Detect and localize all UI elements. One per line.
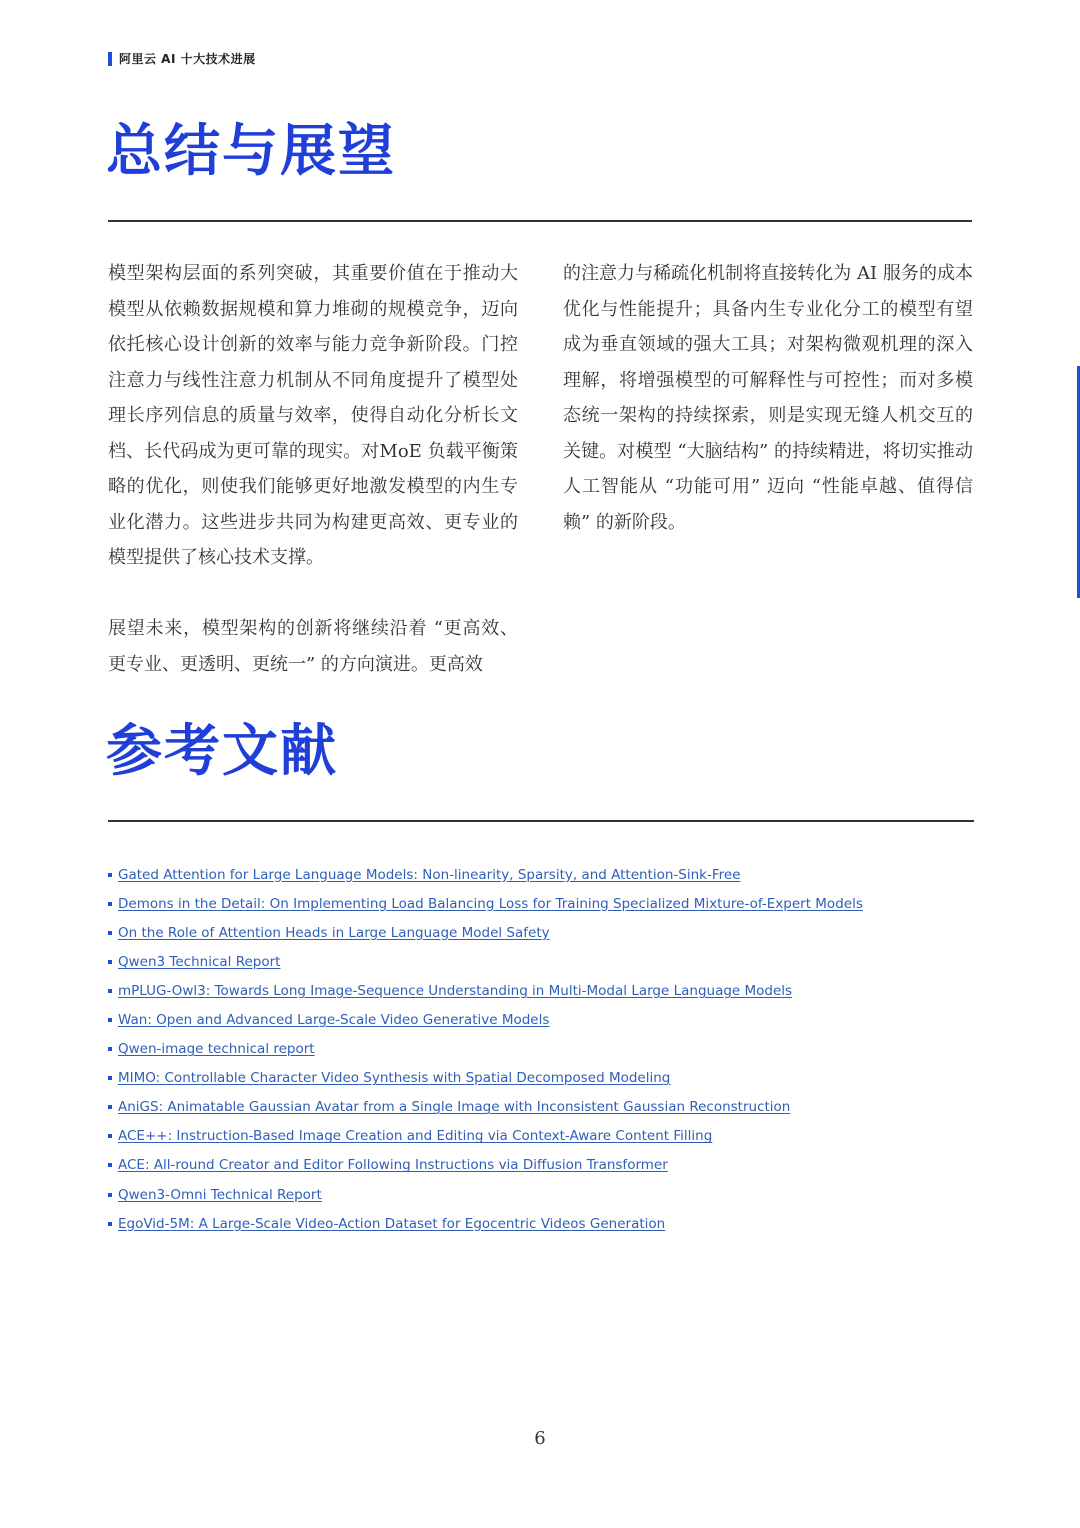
reference-link-12[interactable]: Qwen3-Omni Technical Report — [118, 1186, 322, 1203]
reference-link-2[interactable]: Demons in the Detail: On Implementing Load Balancing Loss for Training Specialized Mixture-of-Expert Models — [118, 895, 863, 912]
reference-item — [108, 947, 988, 976]
references-title: 参考文献 — [106, 719, 338, 784]
bullet-icon — [108, 989, 112, 993]
reference-item — [108, 1005, 988, 1034]
reference-item — [108, 1093, 988, 1122]
reference-item — [108, 860, 988, 889]
reference-item — [108, 918, 988, 947]
bullet-icon — [108, 1222, 112, 1226]
bullet-icon — [108, 1163, 112, 1167]
reference-link-9[interactable]: AniGS: Animatable Gaussian Avatar from a Single Image with Inconsistent Gaussian Reconstruction — [118, 1099, 791, 1116]
reference-item — [108, 1122, 988, 1151]
bullet-icon — [108, 960, 112, 964]
reference-link-5[interactable]: mPLUG-Owl3: Towards Long Image-Sequence Understanding in Multi-Modal Large Language Models — [118, 982, 793, 999]
header-accent-bar — [108, 52, 112, 66]
bullet-icon — [108, 931, 112, 935]
reference-link-4[interactable]: Qwen3 Technical Report — [118, 953, 281, 970]
running-header: 阿里云 AI 十大技术进展 — [119, 52, 256, 66]
reference-link-7[interactable]: Qwen-image technical report — [118, 1041, 315, 1058]
bullet-icon — [108, 1134, 112, 1138]
reference-link-13[interactable]: EgoVid-5M: A Large-Scale Video-Action Dataset for Egocentric Videos Generation — [118, 1215, 666, 1232]
bullet-icon — [108, 1193, 112, 1197]
bullet-icon — [108, 1018, 112, 1022]
bullet-icon — [108, 1076, 112, 1080]
summary-col1-para2: 展望未来，模型架构的创新将继续沿着 “更高效、更专业、更透明、更统一” 的方向演进。更高效 — [108, 618, 518, 675]
reference-list — [108, 860, 988, 1238]
reference-item — [108, 976, 988, 1005]
summary-col2-para1: 的注意力与稀疏化机制将直接转化为 AI 服务的成本优化与性能提升；具备内生专业化分工的模型有望成为垂直领域的强大工具；对架构微观机理的深入理解，将增强模型的可解释性与可控性；而对多模态统一架构的持续探索，则是实现无缝人机交互的关键。对模型 “大脑结构” 的持续精进，将切实推动人工智能从 “功能可用” 迈向 “性能卓越、值得信赖” 的新阶段。 — [563, 263, 973, 533]
reference-link-1[interactable]: Gated Attention for Large Language Models: Non-linearity, Sparsity, and Attention-Sink-Free — [118, 866, 741, 883]
page-number: 6 — [534, 1428, 546, 1449]
reference-item — [108, 889, 988, 918]
summary-title: 总结与展望 — [106, 119, 396, 184]
summary-divider — [108, 220, 972, 222]
reference-item — [108, 1151, 988, 1180]
reference-item — [108, 1035, 988, 1064]
reference-item — [108, 1180, 988, 1209]
summary-col1-para1: 模型架构层面的系列突破，其重要价值在于推动大模型从依赖数据规模和算力堆砌的规模竞争，迈向依托核心设计创新的效率与能力竞争新阶段。门控注意力与线性注意力机制从不同角度提升了模型处理长序列信息的质量与效率，使得自动化分析长文档、长代码成为更可靠的现实。对MoE 负载平衡策略的优化，则使我们能够更好地激发模型的内生专业化潜力。这些进步共同为构建更高效、更专业的模型提供了核心技术支撑。 — [108, 263, 518, 568]
reference-link-8[interactable]: MIMO: Controllable Character Video Synthesis with Spatial Decomposed Modeling — [118, 1070, 671, 1087]
references-divider — [108, 820, 974, 822]
reference-link-3[interactable]: On the Role of Attention Heads in Large Language Model Safety — [118, 924, 550, 941]
reference-link-6[interactable]: Wan: Open and Advanced Large-Scale Video Generative Models — [118, 1012, 550, 1029]
reference-link-11[interactable]: ACE: All-round Creator and Editor Following Instructions via Diffusion Transformer — [118, 1157, 668, 1174]
reference-link-10[interactable]: ACE++: Instruction-Based Image Creation and Editing via Context-Aware Content Filling — [118, 1128, 713, 1145]
bullet-icon — [108, 873, 112, 877]
reference-item — [108, 1209, 988, 1238]
bullet-icon — [108, 902, 112, 906]
reference-item — [108, 1064, 988, 1093]
bullet-icon — [108, 1047, 112, 1051]
bullet-icon — [108, 1105, 112, 1109]
